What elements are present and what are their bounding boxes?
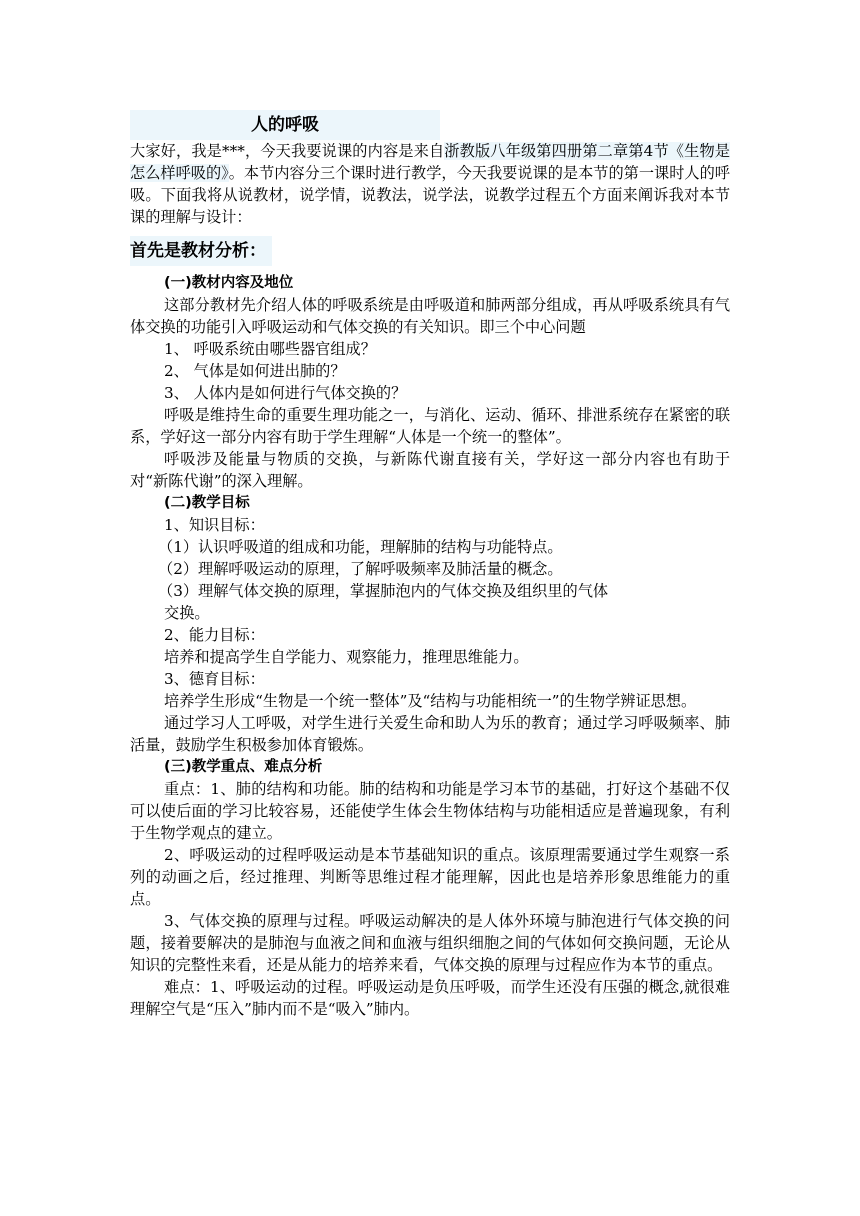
subsection-heading-key-points: (三)教学重点、难点分析: [164, 759, 323, 775]
question-item-1: 1、 呼吸系统由哪些器官组成？: [164, 340, 376, 358]
key-point-2: 2、呼吸运动的过程呼吸运动是本节基础知识的重点。该原理需要通过学生观察一系列的动画之后，经过推理、判断等思维过程才能理解，因此也是培养形象思维能力的重点。: [130, 846, 730, 908]
question-item-3: 3、 人体内是如何进行气体交换的？: [164, 384, 407, 402]
ability-goal-title: 2、能力目标：: [164, 626, 265, 644]
question-item-2: 2、 气体是如何进出肺的？: [164, 362, 346, 380]
moral-goal-title: 3、德育目标：: [164, 670, 265, 688]
content-paragraph-2: 呼吸是维持生命的重要生理功能之一，与消化、运动、循环、排泄系统存在紧密的联系，学好这一部分内容有助于学生理解“人体是一个统一的整体”。: [130, 406, 730, 446]
section-heading-textbook-analysis: 首先是教材分析：: [130, 236, 272, 266]
document-title: 人的呼吸: [130, 110, 440, 140]
difficulty-point-1: 难点：1、呼吸运动的过程。呼吸运动是负压呼吸，而学生还没有压强的概念,就很难理解空气是“压入”肺内而不是“吸入”肺内。: [130, 978, 730, 1018]
knowledge-goal-1: （1）认识呼吸道的组成和功能，理解肺的结构与功能特点。: [158, 538, 563, 556]
knowledge-goal-3-continued: 交换。: [164, 604, 210, 622]
intro-text-highlight: 浙教版八年级第四册第二章第4节《生物是怎么样呼吸的》: [130, 142, 730, 182]
knowledge-goal-2: （2）理解呼吸运动的原理，了解呼吸频率及肺活量的概念。: [158, 560, 563, 578]
knowledge-goal-3: （3）理解气体交换的原理，掌握肺泡内的气体交换及组织里的气体: [158, 582, 609, 600]
key-point-3: 3、气体交换的原理与过程。呼吸运动解决的是人体外环境与肺泡进行气体交换的问题，接着要解决的是肺泡与血液之间和血液与组织细胞之间的气体如何交换问题，无论从知识的完整性来看，还是从能力的培养来看，气体交换的原理与过程应作为本节的重点。: [130, 912, 730, 974]
intro-text-c: 。本节内容分三个课时进行教学，今天我要说课的是本节的第一课时人的呼吸。下面我将从说教材，说学情，说教法，说学法，说教学过程五个方面来阐诉我对本节课的理解与设计：: [130, 164, 730, 226]
subsection-heading-goals: (二)教学目标: [164, 495, 250, 511]
ability-goal-text: 培养和提高学生自学能力、观察能力，推理思维能力。: [164, 648, 529, 666]
intro-paragraph: [130, 140, 730, 228]
document-page: [130, 110, 730, 1020]
intro-text-a: 大家好，我是***，今天我要说课的内容是来自: [130, 142, 445, 160]
moral-goal-text-2: 通过学习人工呼吸，对学生进行关爱生命和助人为乐的教育；通过学习呼吸频率、肺活量，鼓励学生积极参加体育锻炼。: [130, 714, 730, 754]
moral-goal-text-1: 培养学生形成“生物是一个统一整体”及“结构与功能相统一”的生物学辨证思想。: [164, 692, 697, 710]
knowledge-goal-title: 1、知识目标：: [164, 516, 265, 534]
content-paragraph-3: 呼吸涉及能量与物质的交换，与新陈代谢直接有关，学好这一部分内容也有助于对“新陈代谢”的深入理解。: [130, 450, 730, 490]
key-point-1: 重点：1、肺的结构和功能。肺的结构和功能是学习本节的基础，打好这个基础不仅可以使后面的学习比较容易，还能使学生体会生物体结构与功能相适应是普遍现象，有利于生物学观点的建立。: [130, 780, 730, 842]
subsection-heading-content: (一)教材内容及地位: [164, 275, 294, 291]
content-paragraph-1: 这部分教材先介绍人体的呼吸系统是由呼吸道和肺两部分组成，再从呼吸系统具有气体交换的功能引入呼吸运动和气体交换的有关知识。即三个中心问题: [130, 296, 730, 336]
